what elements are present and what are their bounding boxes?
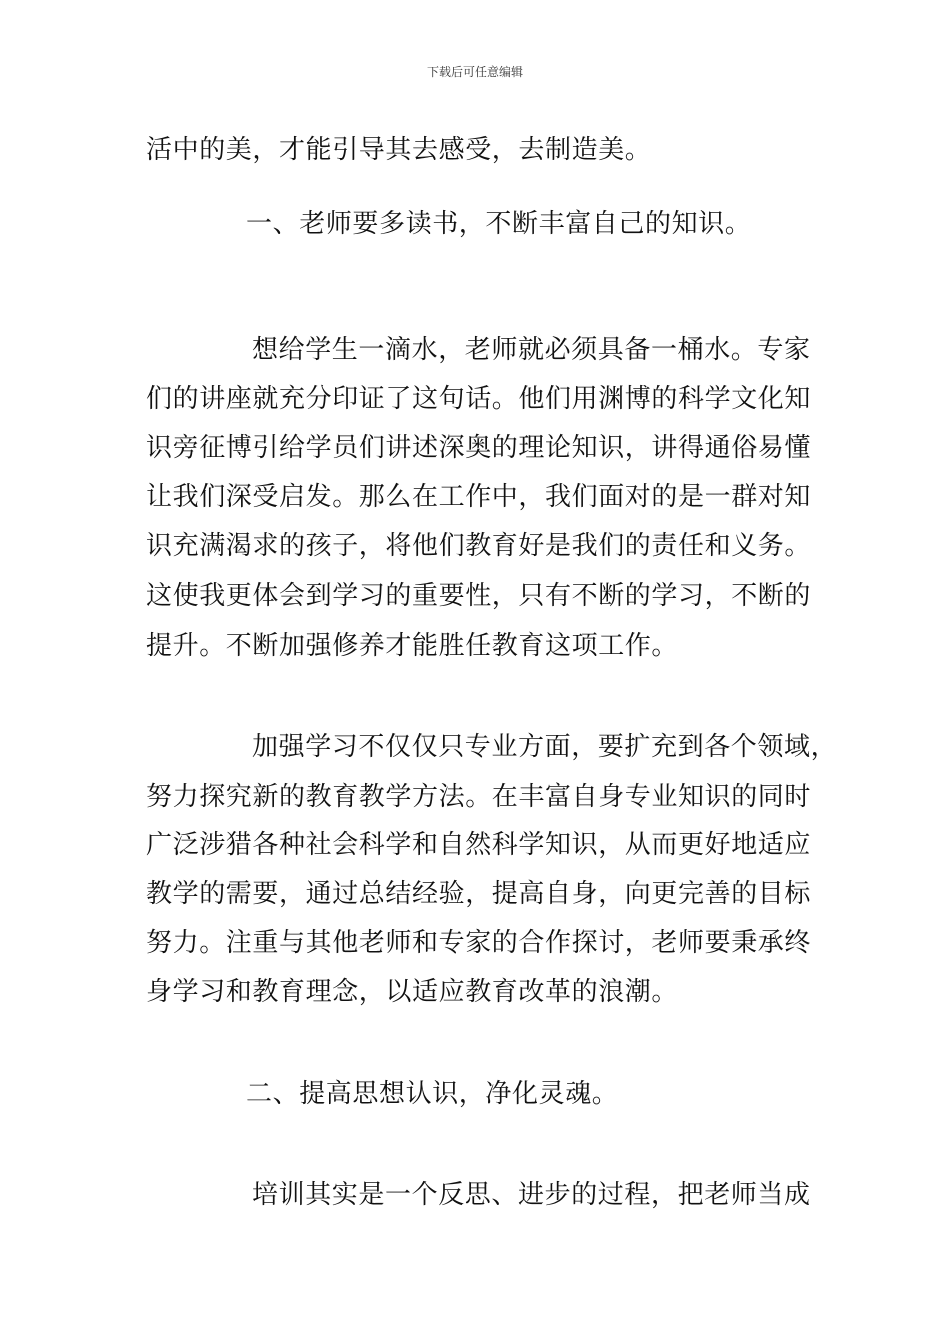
body-text-line: 活中的美，才能引导其去感受，去制造美。 <box>146 135 652 165</box>
paragraph-1-line: 让我们深受启发。那么在工作中，我们面对的是一群对知 <box>146 482 812 512</box>
section-heading-2: 二、提高思想认识，净化灵魂。 <box>246 1079 619 1109</box>
page-header-note: 下载后可任意编辑 <box>426 65 523 79</box>
paragraph-1-line: 这使我更体会到学习的重要性，只有不断的学习，不断的 <box>146 581 812 611</box>
paragraph-2-line: 努力。注重与其他老师和专家的合作探讨，老师要秉承终 <box>146 928 812 958</box>
paragraph-2-line: 广泛涉猎各种社会科学和自然科学知识，从而更好地适应 <box>146 830 812 860</box>
section-heading-1: 一、老师要多读书，不断丰富自己的知识。 <box>246 209 752 239</box>
paragraph-1-line: 们的讲座就充分印证了这句话。他们用渊博的科学文化知 <box>146 384 812 414</box>
paragraph-2-line: 加强学习不仅仅只专业方面，要扩充到各个领域， <box>252 732 838 762</box>
paragraph-1-line: 识旁征博引给学员们讲述深奥的理论知识，讲得通俗易懂 <box>146 433 812 463</box>
paragraph-1-line: 想给学生一滴水，老师就必须具备一桶水。专家 <box>252 335 811 365</box>
paragraph-2-line: 努力探究新的教育教学方法。在丰富自身专业知识的同时 <box>146 782 812 812</box>
paragraph-2-line: 教学的需要，通过总结经验，提高自身，向更完善的目标 <box>146 879 812 909</box>
paragraph-1-line: 提升。不断加强修养才能胜任教育这项工作。 <box>146 631 679 661</box>
paragraph-1-line: 识充满渴求的孩子，将他们教育好是我们的责任和义务。 <box>146 531 812 561</box>
paragraph-3-line: 培训其实是一个反思、进步的过程，把老师当成 <box>252 1180 811 1210</box>
paragraph-2-line: 身学习和教育理念，以适应教育改革的浪潮。 <box>146 977 679 1007</box>
